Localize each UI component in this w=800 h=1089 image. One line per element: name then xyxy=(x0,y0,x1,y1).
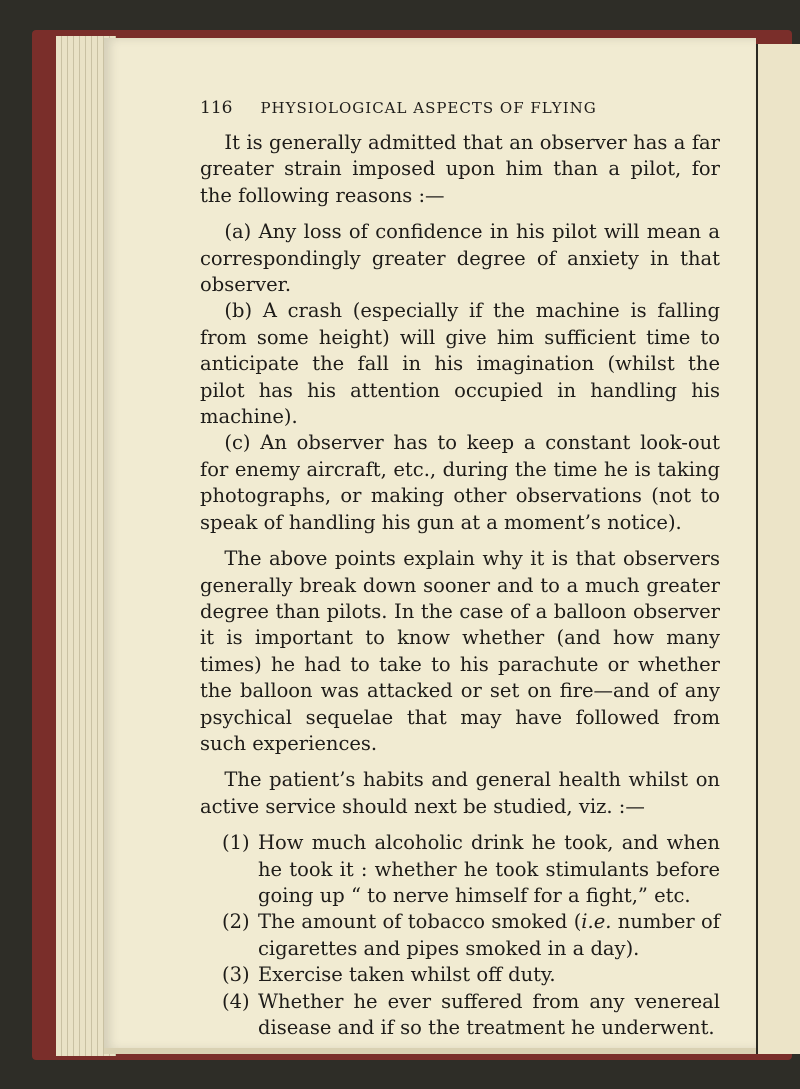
list-item xyxy=(200,830,720,909)
reason-a-label: (a) xyxy=(224,220,252,244)
right-page-edge xyxy=(756,44,800,1054)
page-bottom-edge xyxy=(104,1048,756,1054)
list-item xyxy=(200,962,720,988)
list-text: Exercise taken whilst off duty. xyxy=(258,963,556,987)
reason-c-label: (c) xyxy=(224,431,251,455)
list-item xyxy=(200,909,720,962)
running-header xyxy=(200,98,720,118)
paragraph-habits: The patient’s habits and general health whilst on active service should next be studied, viz. :— xyxy=(200,768,720,818)
list-item xyxy=(200,989,720,1042)
list-text xyxy=(258,909,720,962)
running-title: PHYSIOLOGICAL ASPECTS OF FLYING xyxy=(260,99,597,117)
list-marker: (1) xyxy=(222,831,250,855)
reason-c-text: An observer has to keep a constant look-out for enemy aircraft, etc., during the time he is taking photographs, or making other observations (not to speak of handling his gun at a moment’s notice). xyxy=(200,431,720,534)
reason-a-text: Any loss of confidence in his pilot will mean a correspondingly greater degree of anxiety in that observer. xyxy=(200,220,720,297)
reason-b-label: (b) xyxy=(224,299,253,323)
list-text-before: The amount of tobacco smoked ( xyxy=(258,910,582,934)
paragraph-intro: It is generally admitted that an observer has a far greater strain imposed upon him than a pilot, for the following reasons :— xyxy=(200,131,720,207)
list-marker: (3) xyxy=(222,963,250,987)
habits-list xyxy=(200,830,720,1041)
paragraph-reason-b xyxy=(200,298,720,430)
paragraph-reason-c xyxy=(200,430,720,536)
list-text-italic: i.e. xyxy=(581,910,612,934)
list-marker: (2) xyxy=(222,910,250,934)
page-number: 116 xyxy=(200,98,233,118)
list-text: How much alcoholic drink he took, and when he took it : whether he took stimulants before going up “ to nerve himself for a fight,” etc. xyxy=(258,831,720,907)
list-marker: (4) xyxy=(222,989,250,1013)
paragraph-observers: The above points explain why it is that observers generally break down sooner and to a much greater degree than pilots. In the case of a balloon observer it is important to know whether (and how many times) he had to take to his parachute or whether the balloon was attacked or set on fire—and of any psychical sequelae that may have followed from such experiences. xyxy=(200,547,720,755)
page-body xyxy=(200,130,720,1041)
paragraph-reason-a xyxy=(200,219,720,298)
list-text: Whether he ever suffered from any venereal disease and if so the treatment he underwent. xyxy=(258,989,720,1039)
list-text-after: number of cigarettes and pipes smoked in a day). xyxy=(258,910,720,960)
reason-b-text: A crash (especially if the machine is falling from some height) will give him sufficient time to anticipate the fall in his imagination (whilst the pilot has his attention occupied in handling his machine). xyxy=(200,299,721,429)
